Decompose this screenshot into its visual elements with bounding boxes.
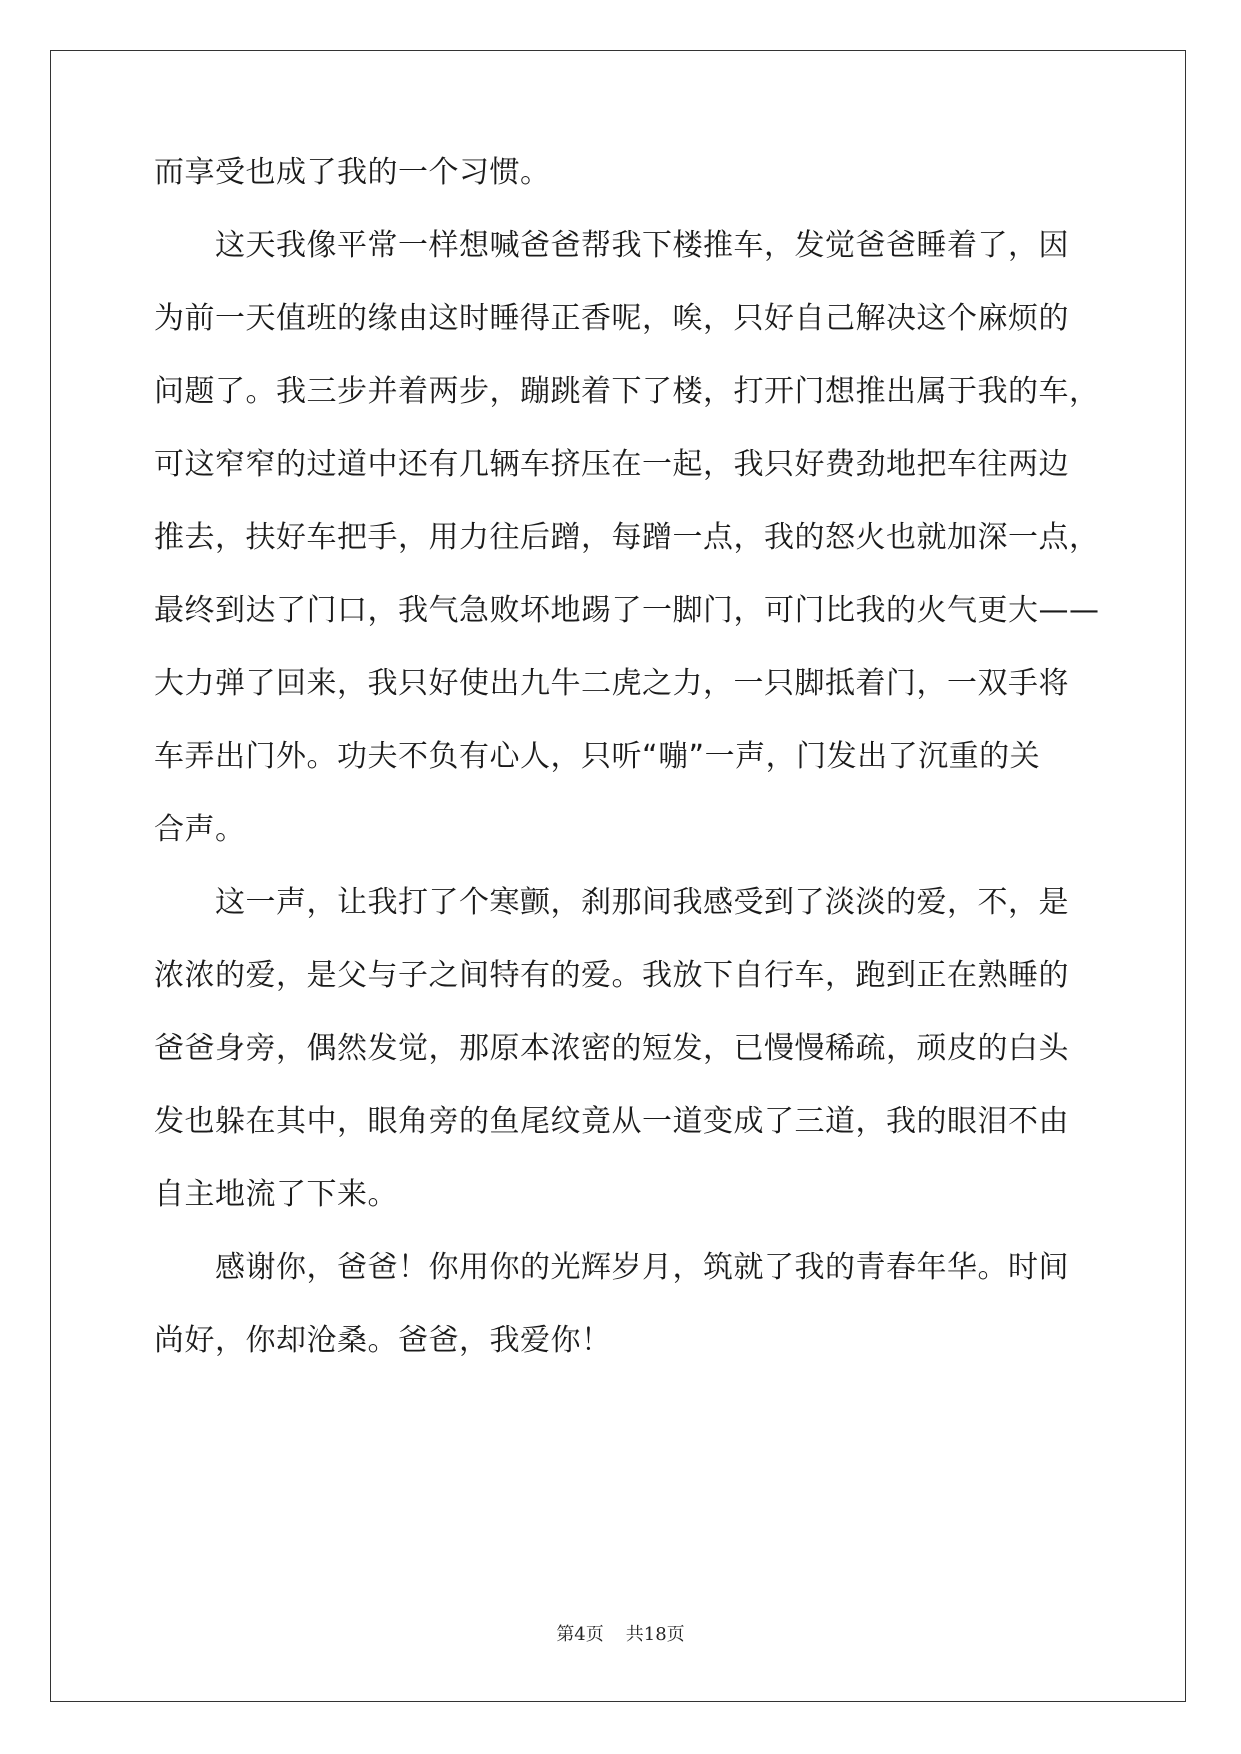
text-line: 尚好，你却沧桑。爸爸，我爱你！ [154,1323,612,1358]
page-border [50,50,1186,1702]
text-line: 而享受也成了我的一个习惯。 [154,155,551,190]
paragraph-start-line: 这一声，让我打了个寒颤，刹那间我感受到了淡淡的爱，不，是 [154,885,1069,920]
text-line: 发也躲在其中，眼角旁的鱼尾纹竟从一道变成了三道，我的眼泪不由 [154,1104,1069,1139]
text-line: 合声。 [154,812,246,847]
text-line: 最终到达了门口，我气急败坏地踢了一脚门，可门比我的火气更大—— [154,593,1100,628]
text-line: 推去，扶好车把手，用力往后蹭，每蹭一点，我的怒火也就加深一点， [154,520,1100,555]
paragraph-start-line: 感谢你，爸爸！你用你的光辉岁月，筑就了我的青春年华。时间 [154,1250,1069,1285]
text-line: 为前一天值班的缘由这时睡得正香呢，唉，只好自己解决这个麻烦的 [154,301,1069,336]
paragraph-start-line: 这天我像平常一样想喊爸爸帮我下楼推车，发觉爸爸睡着了，因 [154,228,1069,263]
text-line: 大力弹了回来，我只好使出九牛二虎之力，一只脚抵着门，一双手将 [154,666,1069,701]
text-line: 可这窄窄的过道中还有几辆车挤压在一起，我只好费劲地把车往两边 [154,447,1069,482]
text-line: 车弄出门外。功夫不负有心人，只听“嘣”一声，门发出了沉重的关 [154,739,1041,774]
text-line: 爸爸身旁，偶然发觉，那原本浓密的短发，已慢慢稀疏，顽皮的白头 [154,1031,1069,1066]
page-footer [0,1620,1241,1646]
text-line: 浓浓的爱，是父与子之间特有的爱。我放下自行车，跑到正在熟睡的 [154,958,1069,993]
page-total: 共18页 [625,1624,685,1645]
text-line: 问题了。我三步并着两步，蹦跳着下了楼，打开门想推出属于我的车， [154,374,1100,409]
page-number: 第4页 [556,1624,604,1645]
text-line: 自主地流了下来。 [154,1177,398,1212]
